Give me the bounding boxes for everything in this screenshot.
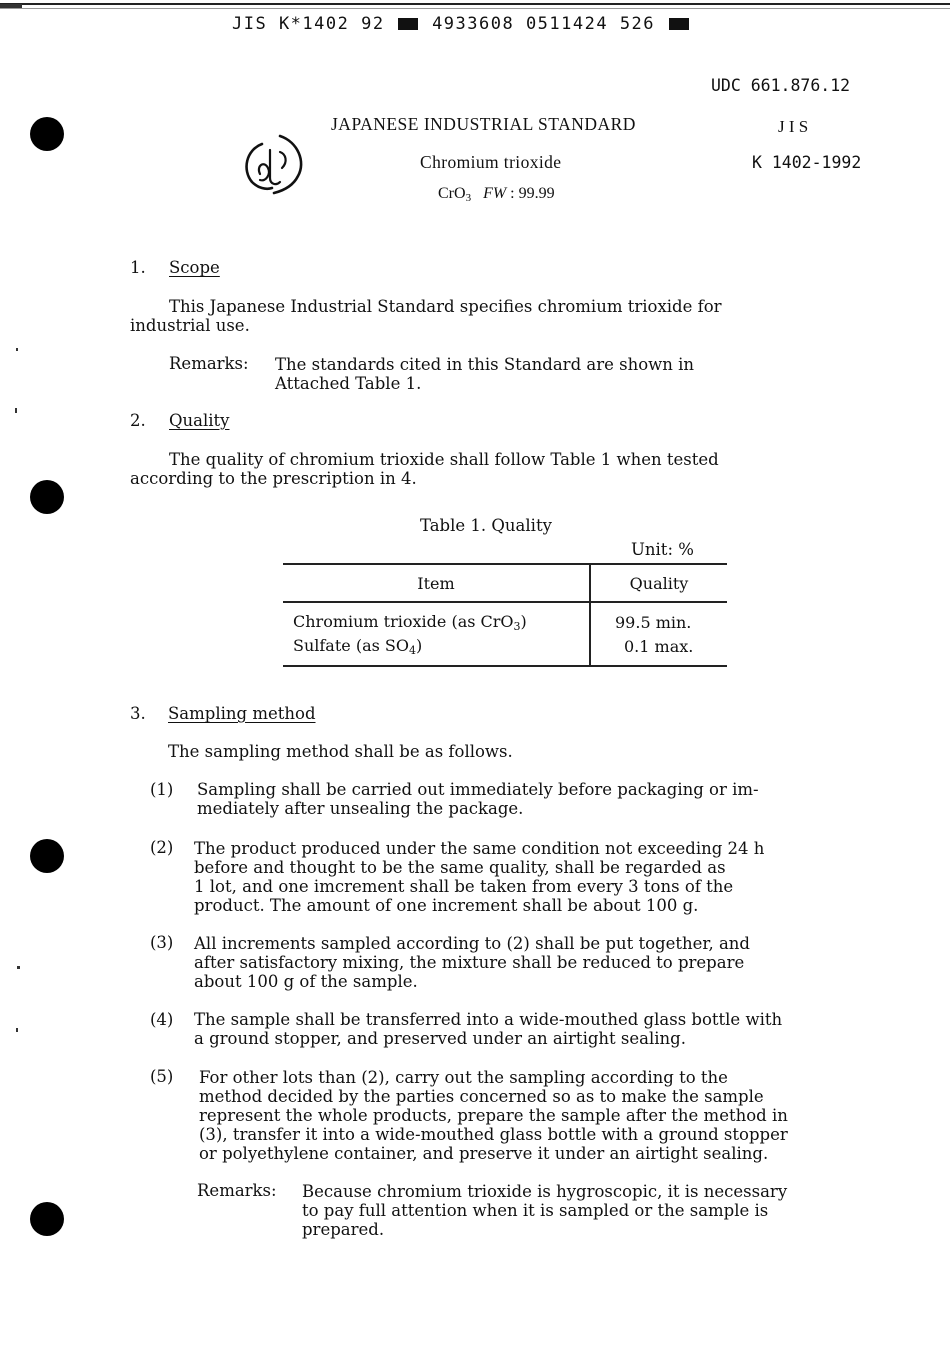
scan-speck: [15, 408, 17, 413]
formula-subscript: 3: [465, 192, 472, 204]
jis-number: K 1402-1992: [752, 153, 862, 172]
list-item-number: (5): [150, 1067, 174, 1086]
quality-table: [283, 563, 727, 667]
table-cell-item: [283, 602, 590, 636]
section-2-title: Quality: [169, 411, 230, 430]
list-item-number: (1): [150, 780, 174, 799]
scan-speck: [16, 348, 18, 351]
table-header-item: Item: [283, 564, 590, 602]
list-item-line: The product produced under the same condition not exceeding 24 h: [194, 839, 765, 858]
scan-speck: [0, 4, 22, 8]
list-item-number: (3): [150, 933, 174, 952]
list-item-line: after satisfactory mixing, the mixture shall be reduced to prepare: [194, 953, 745, 972]
section-3-number: 3.: [130, 704, 146, 723]
header-block-mark: [669, 18, 689, 30]
table-unit: Unit: %: [631, 540, 694, 559]
list-item-line: method decided by the parties concerned so as to make the sample: [199, 1087, 764, 1106]
table-row: [283, 602, 727, 636]
punch-hole: [30, 1202, 64, 1236]
section-3-remarks-line: Because chromium trioxide is hygroscopic, it is necessary: [302, 1182, 788, 1201]
section-1-remarks-line: Attached Table 1.: [275, 374, 422, 393]
header-code-prefix: JIS K*1402 92: [232, 14, 385, 34]
list-item-line: about 100 g of the sample.: [194, 972, 418, 991]
list-item-line: (3), transfer it into a wide-mouthed glass bottle with a ground stopper: [199, 1125, 788, 1144]
header-code-middle: 4933608 0511424 526: [432, 14, 656, 34]
section-1-title: Scope: [169, 258, 220, 277]
udc-code: UDC 661.876.12: [711, 76, 851, 95]
section-2-number: 2.: [130, 411, 146, 430]
jis-logo-mark: [240, 130, 308, 196]
item-tail: ): [415, 636, 423, 655]
scan-speck: [16, 1028, 18, 1032]
list-item-line: 1 lot, and one imcrement shall be taken from every 3 tons of the: [194, 877, 734, 896]
formula-name: CrO: [438, 185, 466, 202]
punch-hole: [30, 839, 64, 873]
fw-value: : 99.99: [510, 185, 555, 202]
section-1-number: 1.: [130, 258, 146, 277]
list-item-line: before and thought to be the same quality, shall be regarded as: [194, 858, 726, 877]
list-item-number: (4): [150, 1010, 174, 1029]
section-2-paragraph-line: according to the prescription in 4.: [130, 469, 417, 488]
table-caption: Table 1. Quality: [420, 516, 552, 535]
scan-top-border: [0, 3, 950, 5]
table-cell-quality: 0.1 max.: [590, 636, 727, 666]
item-tail: ): [520, 612, 527, 631]
jis-label: J I S: [778, 117, 809, 136]
list-item-line: mediately after unsealing the package.: [197, 799, 524, 818]
section-1-remarks-line: The standards cited in this Standard are shown in: [275, 355, 695, 374]
document-title: Chromium trioxide: [420, 152, 562, 172]
section-3-title: Sampling method: [168, 704, 316, 723]
section-3-intro: The sampling method shall be as follows.: [168, 742, 513, 761]
list-item-line: For other lots than (2), carry out the sampling according to the: [199, 1068, 728, 1087]
list-item-number: (2): [150, 838, 174, 857]
table-row: [283, 636, 727, 666]
table-header-quality: Quality: [590, 564, 727, 602]
section-3-remarks-line: prepared.: [302, 1220, 385, 1239]
section-1-paragraph-line: industrial use.: [130, 316, 250, 335]
chemical-formula: [438, 185, 555, 204]
table-cell-item: [283, 636, 590, 666]
section-1-paragraph-line: This Japanese Industrial Standard specifies chromium trioxide for: [169, 297, 722, 316]
table-header-row: [283, 564, 727, 602]
scan-top-border-thin: [0, 8, 950, 9]
list-item-line: All increments sampled according to (2) shall be put together, and: [194, 934, 750, 953]
punch-hole: [30, 480, 64, 514]
list-item-line: product. The amount of one increment shall be about 100 g.: [194, 896, 699, 915]
punch-hole: [30, 117, 64, 151]
table-cell-quality: 99.5 min.: [615, 613, 692, 632]
list-item-line: or polyethylene container, and preserve it under an airtight sealing.: [199, 1144, 769, 1163]
list-item-line: The sample shall be transferred into a wide-mouthed glass bottle with: [194, 1010, 783, 1029]
item-text: Chromium trioxide (as CrO: [293, 612, 514, 631]
fw-label: FW: [483, 185, 507, 202]
item-subscript: 3: [513, 620, 521, 633]
standard-label: JAPANESE INDUSTRIAL STANDARD: [331, 114, 636, 134]
document-header-code: [232, 14, 691, 34]
list-item-line: represent the whole products, prepare the sample after the method in: [199, 1106, 788, 1125]
section-3-remarks-label: Remarks:: [197, 1181, 277, 1200]
section-2-paragraph-line: The quality of chromium trioxide shall follow Table 1 when tested: [169, 450, 719, 469]
section-3-remarks-line: to pay full attention when it is sampled or the sample is: [302, 1201, 769, 1220]
list-item-line: Sampling shall be carried out immediately before packaging or im-: [197, 780, 759, 799]
list-item-line: a ground stopper, and preserved under an airtight sealing.: [194, 1029, 686, 1048]
item-text: Sulfate (as SO: [293, 636, 409, 655]
section-1-remarks-label: Remarks:: [169, 354, 249, 373]
item-subscript: 4: [408, 644, 416, 657]
header-block-mark: [398, 18, 418, 30]
scan-speck: [17, 966, 20, 969]
